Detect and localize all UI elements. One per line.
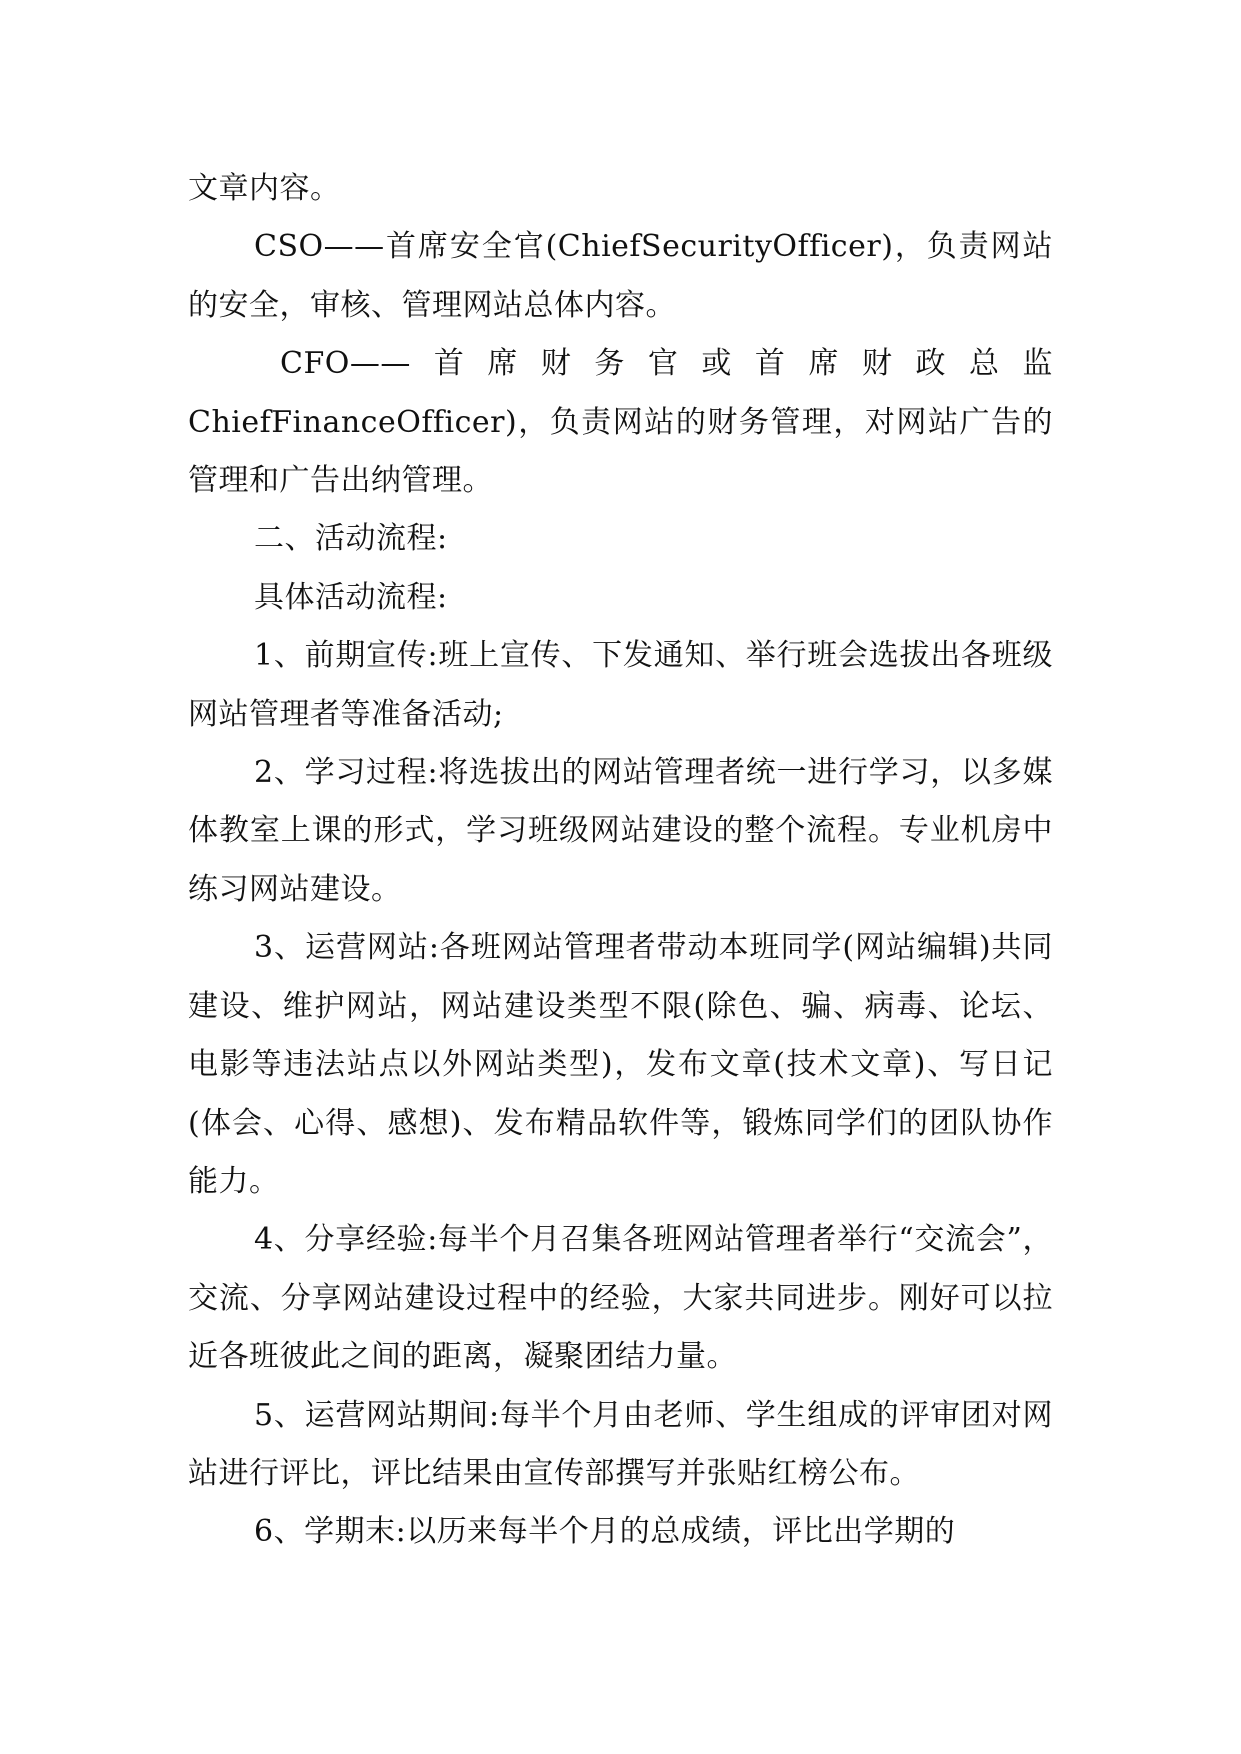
paragraph-cfo: CFO——首席财务官或首席财政总监ChiefFinanceOfficer)，负责网站的财务管理，对网站广告的管理和广告出纳管理。 [188,346,1053,499]
paragraph-continuation: 文章内容。 [188,171,341,206]
list-item-1: 1、前期宣传:班上宣传、下发通知、举行班会选拔出各班级网站管理者等准备活动; [188,638,1053,732]
list-item-2: 2、学习过程:将选拔出的网站管理者统一进行学习，以多媒体教室上课的形式，学习班级网站建设的整个流程。专业机房中练习网站建设。 [188,755,1053,907]
document-body [188,160,1053,1562]
list-item-4: 4、分享经验:每半个月召集各班网站管理者举行“交流会”，交流、分享网站建设过程中的经验，大家共同进步。刚好可以拉近各班彼此之间的距离，凝聚团结力量。 [188,1222,1053,1375]
list-item-5: 5、运营网站期间:每半个月由老师、学生组成的评审团对网站进行评比，评比结果由宣传部撰写并张贴红榜公布。 [188,1397,1053,1491]
paragraph-activity-intro: 具体活动流程: [254,579,448,615]
list-item-6: 6、学期末:以历来每半个月的总成绩，评比出学期的 [254,1514,956,1550]
section-heading-activity-process: 二、活动流程: [254,521,448,557]
list-item-3: 3、运营网站:各班网站管理者带动本班同学(网站编辑)共同建设、维护网站，网站建设类型不限(除色、骗、病毒、论坛、电影等违法站点以外网站类型)，发布文章(技术文章)、写日记(体会、心得、感想)、发布精品软件等，锻炼同学们的团队协作能力。 [188,930,1053,1199]
paragraph-cso: CSO——首席安全官(ChiefSecurityOfficer)，负责网站的安全，审核、管理网站总体内容。 [188,229,1053,323]
